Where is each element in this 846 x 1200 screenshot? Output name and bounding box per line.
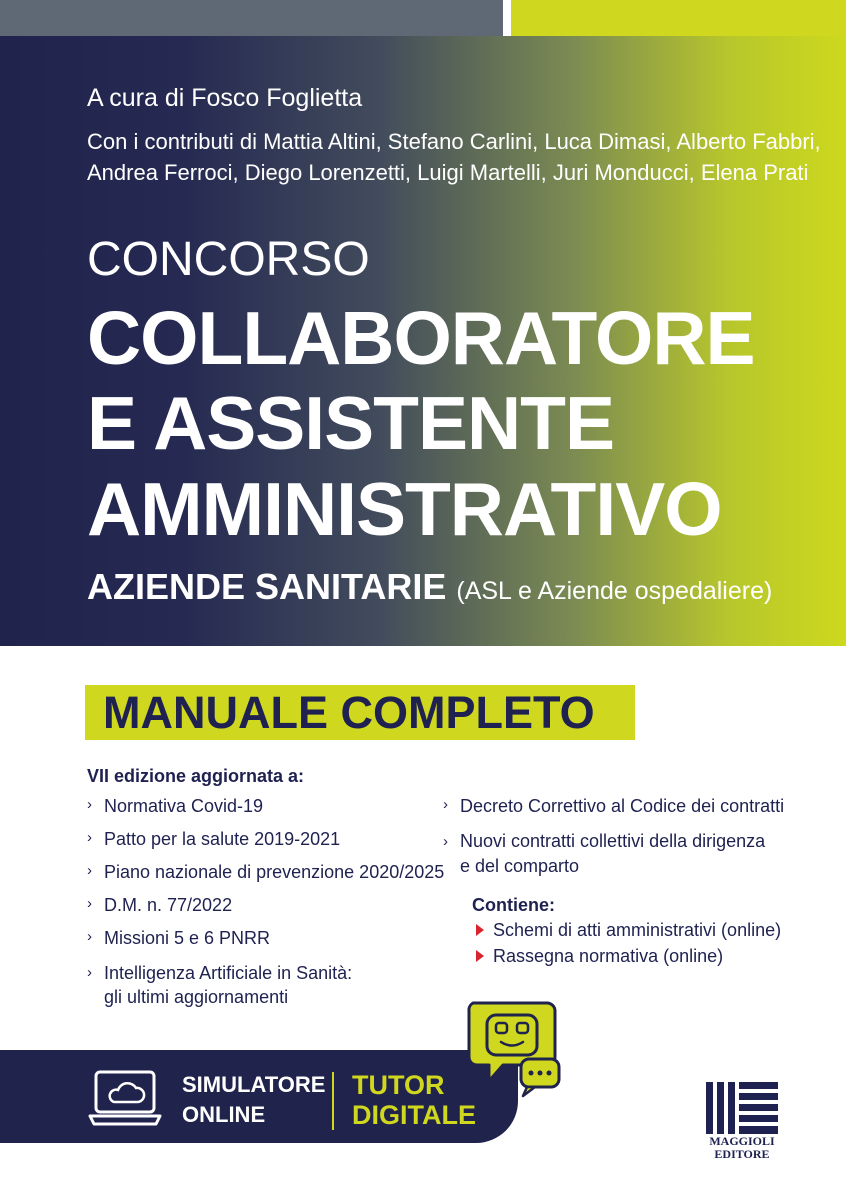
chevron-right-icon: › [87,829,92,846]
list-item: › Piano nazionale di prevenzione 2020/2025 [87,862,445,882]
chevron-right-icon: › [87,862,92,879]
list-item: › Nuovi contratti collettivi della dirigenza e del comparto [443,831,766,876]
chevron-right-icon: › [87,796,92,813]
title-line-2: E ASSISTENTE [87,381,614,465]
robot-chat-icon [463,997,567,1099]
contents-heading: Contiene: [472,895,555,915]
list-item: › Intelligenza Artificiale in Sanità: gli ultimi aggiornamenti [87,963,353,1007]
list-item: › Normativa Covid-19 [87,796,264,816]
subtitle [87,566,772,608]
title-line-3: AMMINISTRATIVO [87,467,722,551]
top-stripe-lime [511,0,846,36]
contributors-line-2: Andrea Ferroci, Diego Lorenzetti, Luigi Martelli, Juri Monducci, Elena Prati [87,160,809,185]
publisher-name: MAGGIOLI EDITORE [709,1134,775,1161]
updates-list-left [87,796,444,1017]
cover-header [0,36,846,646]
contents-list [476,920,781,972]
chevron-right-icon: › [443,833,448,850]
tutor-label: TUTOR DIGITALE [352,1070,476,1130]
top-stripe-gray [0,0,503,36]
list-item: › D.M. n. 77/2022 [87,895,233,915]
features-divider [332,1072,334,1130]
curator-line: A cura di Fosco Foglietta [87,84,363,112]
list-item: › Missioni 5 e 6 PNRR [87,928,271,948]
title-line-1: COLLABORATORE [87,296,755,380]
chevron-right-icon: › [87,964,92,981]
triangle-right-icon [476,950,484,962]
triangle-right-icon [476,924,484,936]
list-item: Schemi di atti amministrativi (online) [476,920,781,946]
edition-label: VII edizione aggiornata a: [87,766,305,786]
list-item: › Decreto Correttivo al Codice dei contratti [443,796,785,816]
kicker: CONCORSO [87,233,370,286]
list-item: › Patto per la salute 2019-2021 [87,829,341,849]
simulator-label: SIMULATORE ONLINE [182,1072,326,1127]
subtitle-note: (ASL e Aziende ospedaliere) [456,577,773,605]
chevron-right-icon: › [443,796,448,813]
subtitle-main: AZIENDE SANITARIE [87,566,447,607]
list-item: Rassegna normativa (online) [476,946,781,972]
chevron-right-icon: › [87,928,92,945]
publisher-logo-mark [706,1082,778,1134]
chevron-right-icon: › [87,895,92,912]
laptop-cloud-icon [88,1068,162,1130]
updates-list-right [443,796,785,876]
contributors-line-1: Con i contributi di Mattia Altini, Stefano Carlini, Luca Dimasi, Alberto Fabbri, [87,129,821,154]
manual-banner: MANUALE COMPLETO [85,685,635,740]
